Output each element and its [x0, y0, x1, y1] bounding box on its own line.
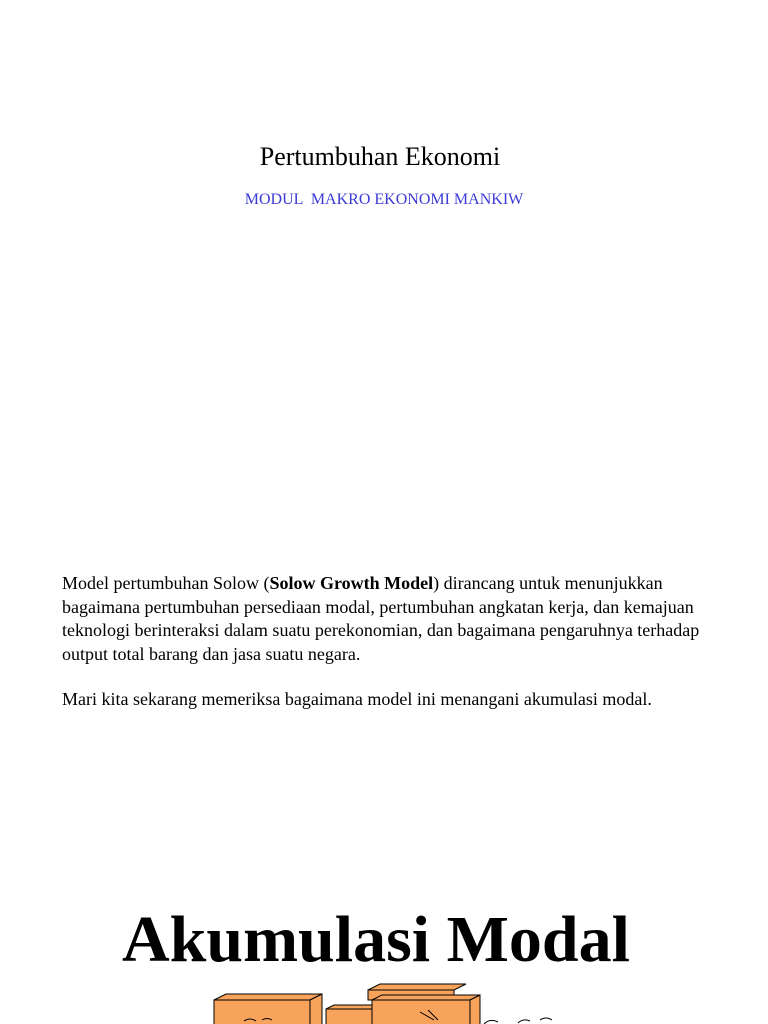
intro-paragraph: [62, 572, 722, 666]
document-title: Pertumbuhan Ekonomi: [259, 142, 501, 171]
box-stack: [368, 984, 480, 1024]
section-heading: Akumulasi Modal: [122, 903, 630, 976]
intro-text-before: Model pertumbuhan Solow (: [62, 573, 270, 593]
document-subtitle: MODUL MAKRO EKONOMI MANKIW: [244, 191, 524, 208]
second-paragraph: Mari kita sekarang memeriksa bagaimana model ini menangani akumulasi modal.: [62, 689, 652, 709]
intro-text-after: ) dirancang untuk menunjukkan bagaimana pertumbuhan persediaan modal, pertumbuhan angkatan kerja, dan kemajuan teknologi berinteraksi dalam suatu perekonomian, dan bagaimana pengaruhnya terhadap output total barang dan jasa suatu negara.: [62, 573, 700, 664]
intro-bold-term: Solow Growth Model: [269, 573, 434, 593]
cardboard-boxes-icon: [200, 980, 600, 1024]
box-left: [214, 994, 322, 1024]
